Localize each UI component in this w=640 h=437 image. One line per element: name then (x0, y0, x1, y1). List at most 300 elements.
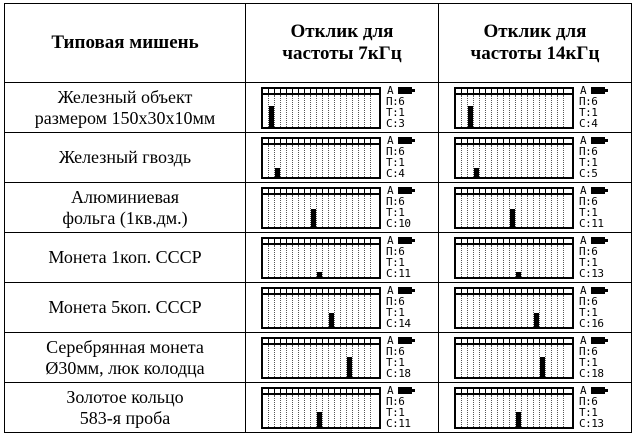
lcd-top-divider (334, 237, 335, 245)
lcd-top-divider (286, 337, 287, 345)
lcd-segment-grid (261, 337, 381, 379)
lcd-dotted-divider (352, 295, 353, 327)
lcd-top-divider (545, 87, 546, 95)
mode-indicator: А (387, 333, 394, 347)
lcd-top-divider (358, 87, 359, 95)
lcd-dotted-divider (479, 95, 480, 127)
lcd-dotted-divider (503, 145, 504, 177)
lcd-dotted-divider (370, 95, 371, 127)
lcd-top-divider (527, 287, 528, 295)
reading-value: 6 (398, 194, 405, 208)
mode-indicator: А (580, 383, 587, 397)
lcd-dotted-divider (521, 295, 522, 327)
lcd-dotted-divider (473, 195, 474, 227)
lcd-top-divider (479, 387, 480, 395)
lcd-dotted-divider (358, 245, 359, 277)
lcd-dotted-divider (370, 245, 371, 277)
lcd-top-divider (509, 187, 510, 195)
lcd-dotted-divider (334, 245, 335, 277)
lcd-top-divider (473, 137, 474, 145)
reading-value: 13 (591, 416, 604, 430)
lcd-dotted-divider (533, 145, 534, 177)
lcd-dotted-divider (298, 195, 299, 227)
lcd-dotted-divider (491, 95, 492, 127)
lcd-dotted-divider (461, 145, 462, 177)
lcd-segment-grid (454, 187, 574, 229)
lcd-dotted-divider (461, 295, 462, 327)
lcd-dotted-divider (479, 345, 480, 377)
lcd-top-divider (298, 187, 299, 195)
lcd-top-divider (491, 237, 492, 245)
lcd-top-divider (539, 87, 540, 95)
mode-indicator: А (580, 333, 587, 347)
lcd-dotted-divider (310, 295, 311, 327)
lcd-dotted-divider (497, 395, 498, 427)
reading-label: С: (579, 266, 592, 280)
lcd-display (454, 183, 616, 230)
lcd-top-divider (310, 237, 311, 245)
lcd-dotted-divider (521, 345, 522, 377)
lcd-top-divider (268, 387, 269, 395)
lcd-top-divider (346, 237, 347, 245)
reading-label: Т: (579, 305, 592, 319)
lcd-top-divider (298, 287, 299, 295)
lcd-top-divider (292, 187, 293, 195)
lcd-top-divider (370, 87, 371, 95)
reading-c (386, 418, 411, 429)
lcd-top-divider (461, 87, 462, 95)
lcd-top-divider (503, 87, 504, 95)
lcd-top-divider (280, 337, 281, 345)
lcd-dotted-divider (316, 95, 317, 127)
lcd-dotted-divider (304, 395, 305, 427)
lcd-baseline (456, 277, 572, 279)
lcd-dotted-divider (328, 395, 329, 427)
lcd-top-divider (521, 187, 522, 195)
reading-value: 1 (591, 305, 598, 319)
reading-c (386, 168, 404, 179)
lcd-top-divider (503, 337, 504, 345)
mode-indicator: А (387, 83, 394, 97)
lcd-dotted-divider (473, 295, 474, 327)
lcd-dotted-divider (503, 195, 504, 227)
lcd-dotted-divider (364, 195, 365, 227)
lcd-top-divider (527, 387, 528, 395)
lcd-top-divider (328, 237, 329, 245)
response-7khz-cell (246, 233, 439, 283)
response-bar (269, 106, 274, 127)
lcd-dotted-divider (485, 145, 486, 177)
lcd-top-divider (491, 87, 492, 95)
lcd-top-divider (364, 237, 365, 245)
lcd-top-divider (370, 237, 371, 245)
reading-value: 6 (591, 394, 598, 408)
lcd-dotted-divider (467, 195, 468, 227)
lcd-dotted-divider (491, 295, 492, 327)
lcd-top-divider (521, 237, 522, 245)
lcd-dotted-divider (322, 245, 323, 277)
lcd-segment-grid (261, 87, 381, 129)
lcd-dotted-divider (461, 245, 462, 277)
lcd-dotted-divider (358, 295, 359, 327)
lcd-baseline (456, 427, 572, 429)
lcd-top-divider (563, 387, 564, 395)
lcd-top-divider (467, 237, 468, 245)
lcd-top-divider (274, 337, 275, 345)
lcd-dotted-divider (479, 295, 480, 327)
lcd-top-divider (563, 187, 564, 195)
mode-indicator: А (580, 83, 587, 97)
lcd-dotted-divider (503, 345, 504, 377)
lcd-dotted-divider (557, 145, 558, 177)
lcd-top-divider (533, 237, 534, 245)
lcd-top-divider (461, 287, 462, 295)
lcd-segment-grid (261, 237, 381, 279)
reading-value: 1 (398, 355, 405, 369)
reading-label: С: (579, 316, 592, 330)
lcd-top-divider (473, 87, 474, 95)
lcd-dotted-divider (328, 345, 329, 377)
lcd-dotted-divider (533, 95, 534, 127)
lcd-segment-grid (454, 87, 574, 129)
lcd-dotted-divider (467, 295, 468, 327)
lcd-baseline (456, 377, 572, 379)
reading-label: П: (579, 344, 592, 358)
lcd-dotted-divider (316, 345, 317, 377)
lcd-top-divider (316, 387, 317, 395)
lcd-top-divider (364, 187, 365, 195)
lcd-dotted-divider (479, 395, 480, 427)
reading-label: Т: (579, 355, 592, 369)
lcd-top-divider (322, 87, 323, 95)
reading-value: 5 (591, 166, 598, 180)
lcd-top-divider (370, 137, 371, 145)
lcd-top-divider (467, 387, 468, 395)
lcd-top-divider (340, 337, 341, 345)
lcd-dotted-divider (467, 145, 468, 177)
reading-value: 6 (398, 244, 405, 258)
lcd-baseline (456, 327, 572, 329)
response-7khz-cell (246, 183, 439, 233)
response-14khz-cell (439, 383, 632, 433)
lcd-top-divider (328, 87, 329, 95)
lcd-top-divider (563, 87, 564, 95)
lcd-dotted-divider (298, 245, 299, 277)
response-14khz-cell (439, 183, 632, 233)
lcd-dotted-divider (334, 95, 335, 127)
lcd-dotted-divider (370, 345, 371, 377)
reading-value: 3 (398, 116, 405, 130)
lcd-top-divider (352, 337, 353, 345)
lcd-top-divider (328, 137, 329, 145)
lcd-dotted-divider (298, 145, 299, 177)
lcd-top-divider (346, 287, 347, 295)
lcd-top-divider (352, 187, 353, 195)
lcd-top-divider (298, 137, 299, 145)
lcd-dotted-divider (334, 345, 335, 377)
lcd-dotted-divider (497, 95, 498, 127)
lcd-top-divider (292, 337, 293, 345)
response-14khz-cell (439, 83, 632, 133)
target-label: размером 150х30х10мм (34, 107, 216, 128)
lcd-top-divider (292, 287, 293, 295)
lcd-dotted-divider (298, 95, 299, 127)
reading-label: П: (386, 194, 399, 208)
reading-label: П: (579, 244, 592, 258)
lcd-top-divider (557, 287, 558, 295)
reading-value: 1 (591, 405, 598, 419)
lcd-dotted-divider (304, 245, 305, 277)
lcd-dotted-divider (316, 145, 317, 177)
lcd-top-divider (527, 337, 528, 345)
response-14khz-cell (439, 233, 632, 283)
lcd-dotted-divider (358, 95, 359, 127)
lcd-top-divider (515, 387, 516, 395)
reading-label: П: (579, 294, 592, 308)
reading-value: 16 (591, 316, 604, 330)
reading-label: П: (386, 394, 399, 408)
lcd-top-divider (473, 237, 474, 245)
response-bar (329, 313, 334, 327)
lcd-top-divider (304, 287, 305, 295)
lcd-dotted-divider (563, 95, 564, 127)
lcd-dotted-divider (274, 195, 275, 227)
reading-value: 6 (398, 394, 405, 408)
lcd-top-divider (461, 137, 462, 145)
lcd-dotted-divider (485, 95, 486, 127)
lcd-dotted-divider (461, 395, 462, 427)
lcd-dotted-divider (533, 345, 534, 377)
reading-value: 6 (591, 94, 598, 108)
lcd-dotted-divider (527, 195, 528, 227)
lcd-top-divider (527, 187, 528, 195)
lcd-dotted-divider (346, 145, 347, 177)
lcd-dotted-divider (292, 195, 293, 227)
lcd-dotted-divider (461, 95, 462, 127)
lcd-top-divider (346, 187, 347, 195)
lcd-top-divider (467, 87, 468, 95)
lcd-top-divider (521, 287, 522, 295)
lcd-top-divider (358, 387, 359, 395)
lcd-top-divider (563, 287, 564, 295)
lcd-segment-grid (454, 137, 574, 179)
lcd-top-divider (316, 237, 317, 245)
lcd-top-divider (551, 187, 552, 195)
lcd-top-divider (557, 387, 558, 395)
lcd-dotted-divider (268, 395, 269, 427)
lcd-top-divider (286, 187, 287, 195)
lcd-dotted-divider (521, 395, 522, 427)
response-bar (311, 209, 316, 227)
reading-value: 11 (398, 416, 411, 430)
reading-value: 6 (398, 344, 405, 358)
lcd-top-divider (364, 87, 365, 95)
lcd-segment-grid (454, 287, 574, 329)
response-7khz-cell (246, 83, 439, 133)
lcd-top-divider (286, 87, 287, 95)
lcd-dotted-divider (485, 295, 486, 327)
lcd-dotted-divider (340, 145, 341, 177)
response-14khz-cell (439, 133, 632, 183)
lcd-dotted-divider (268, 295, 269, 327)
lcd-top-divider (316, 137, 317, 145)
lcd-top-divider (551, 87, 552, 95)
lcd-top-divider (322, 337, 323, 345)
reading-label: П: (579, 144, 592, 158)
reading-label: С: (386, 166, 399, 180)
lcd-dotted-divider (364, 245, 365, 277)
lcd-top-divider (304, 237, 305, 245)
response-bar (474, 168, 479, 177)
lcd-dotted-divider (551, 295, 552, 327)
lcd-top-divider (485, 237, 486, 245)
lcd-dotted-divider (539, 195, 540, 227)
lcd-top-divider (310, 87, 311, 95)
lcd-top-divider (280, 187, 281, 195)
lcd-top-divider (298, 387, 299, 395)
battery-icon (398, 137, 412, 144)
lcd-top-divider (340, 187, 341, 195)
lcd-top-divider (503, 187, 504, 195)
target-label: Алюминиевая (71, 186, 179, 207)
lcd-top-divider (364, 337, 365, 345)
lcd-dotted-divider (545, 245, 546, 277)
reading-value: 6 (398, 294, 405, 308)
lcd-dotted-divider (485, 195, 486, 227)
reading-label: С: (386, 416, 399, 430)
lcd-dotted-divider (370, 395, 371, 427)
lcd-top-divider (551, 137, 552, 145)
lcd-top-divider (274, 387, 275, 395)
lcd-dotted-divider (352, 345, 353, 377)
lcd-dotted-divider (563, 395, 564, 427)
lcd-dotted-divider (310, 95, 311, 127)
reading-label: П: (386, 294, 399, 308)
lcd-baseline (263, 127, 379, 129)
lcd-top-divider (515, 187, 516, 195)
lcd-top-divider (467, 137, 468, 145)
lcd-dotted-divider (533, 395, 534, 427)
reading-label: Т: (579, 205, 592, 219)
lcd-dotted-divider (304, 145, 305, 177)
lcd-dotted-divider (563, 295, 564, 327)
lcd-dotted-divider (268, 345, 269, 377)
lcd-top-divider (322, 387, 323, 395)
lcd-top-divider (497, 187, 498, 195)
lcd-top-divider (292, 237, 293, 245)
lcd-dotted-divider (292, 345, 293, 377)
mode-indicator: А (387, 233, 394, 247)
lcd-top-divider (491, 387, 492, 395)
lcd-display (454, 333, 616, 380)
reading-value: 14 (398, 316, 411, 330)
lcd-top-divider (280, 287, 281, 295)
lcd-dotted-divider (268, 245, 269, 277)
lcd-top-divider (479, 237, 480, 245)
target-label: Серебрянная монета (46, 336, 204, 357)
lcd-top-divider (485, 137, 486, 145)
reading-value: 1 (591, 155, 598, 169)
lcd-dotted-divider (334, 145, 335, 177)
battery-icon (398, 387, 412, 394)
lcd-dotted-divider (563, 195, 564, 227)
lcd-top-divider (461, 387, 462, 395)
lcd-dotted-divider (503, 245, 504, 277)
lcd-top-divider (473, 337, 474, 345)
target-cell (5, 133, 246, 183)
battery-icon (398, 187, 412, 194)
battery-icon (591, 137, 605, 144)
lcd-display (454, 233, 616, 280)
lcd-dotted-divider (545, 95, 546, 127)
reading-label: П: (579, 94, 592, 108)
reading-label: С: (579, 366, 592, 380)
lcd-dotted-divider (551, 95, 552, 127)
lcd-top-divider (274, 287, 275, 295)
lcd-dotted-divider (479, 195, 480, 227)
lcd-top-divider (304, 87, 305, 95)
lcd-dotted-divider (352, 145, 353, 177)
lcd-dotted-divider (479, 145, 480, 177)
lcd-top-divider (503, 287, 504, 295)
lcd-dotted-divider (467, 345, 468, 377)
lcd-top-divider (340, 137, 341, 145)
lcd-top-divider (292, 387, 293, 395)
response-bar (510, 209, 515, 227)
reading-value: 6 (591, 294, 598, 308)
lcd-top-divider (527, 137, 528, 145)
lcd-dotted-divider (473, 395, 474, 427)
lcd-top-divider (485, 337, 486, 345)
lcd-baseline (456, 127, 572, 129)
lcd-top-divider (491, 337, 492, 345)
lcd-dotted-divider (563, 145, 564, 177)
lcd-dotted-divider (491, 195, 492, 227)
lcd-top-divider (533, 387, 534, 395)
lcd-dotted-divider (358, 345, 359, 377)
lcd-top-divider (521, 387, 522, 395)
reading-label: Т: (386, 405, 399, 419)
lcd-top-divider (334, 187, 335, 195)
reading-label: С: (386, 366, 399, 380)
lcd-top-divider (364, 137, 365, 145)
lcd-top-divider (551, 387, 552, 395)
lcd-dotted-divider (322, 345, 323, 377)
lcd-dotted-divider (280, 345, 281, 377)
target-label: Железный объект (57, 86, 193, 107)
lcd-top-divider (352, 87, 353, 95)
lcd-top-divider (491, 287, 492, 295)
lcd-dotted-divider (310, 145, 311, 177)
lcd-dotted-divider (310, 395, 311, 427)
lcd-segment-grid (261, 187, 381, 229)
lcd-dotted-divider (286, 195, 287, 227)
target-label: 583-я проба (79, 407, 171, 428)
reading-value: 1 (398, 105, 405, 119)
lcd-dotted-divider (557, 245, 558, 277)
lcd-dotted-divider (328, 195, 329, 227)
lcd-top-divider (310, 337, 311, 345)
lcd-dotted-divider (334, 395, 335, 427)
lcd-top-divider (473, 387, 474, 395)
lcd-top-divider (527, 237, 528, 245)
lcd-dotted-divider (515, 145, 516, 177)
lcd-dotted-divider (292, 145, 293, 177)
lcd-dotted-divider (352, 95, 353, 127)
lcd-top-divider (497, 387, 498, 395)
lcd-top-divider (557, 237, 558, 245)
lcd-dotted-divider (515, 345, 516, 377)
